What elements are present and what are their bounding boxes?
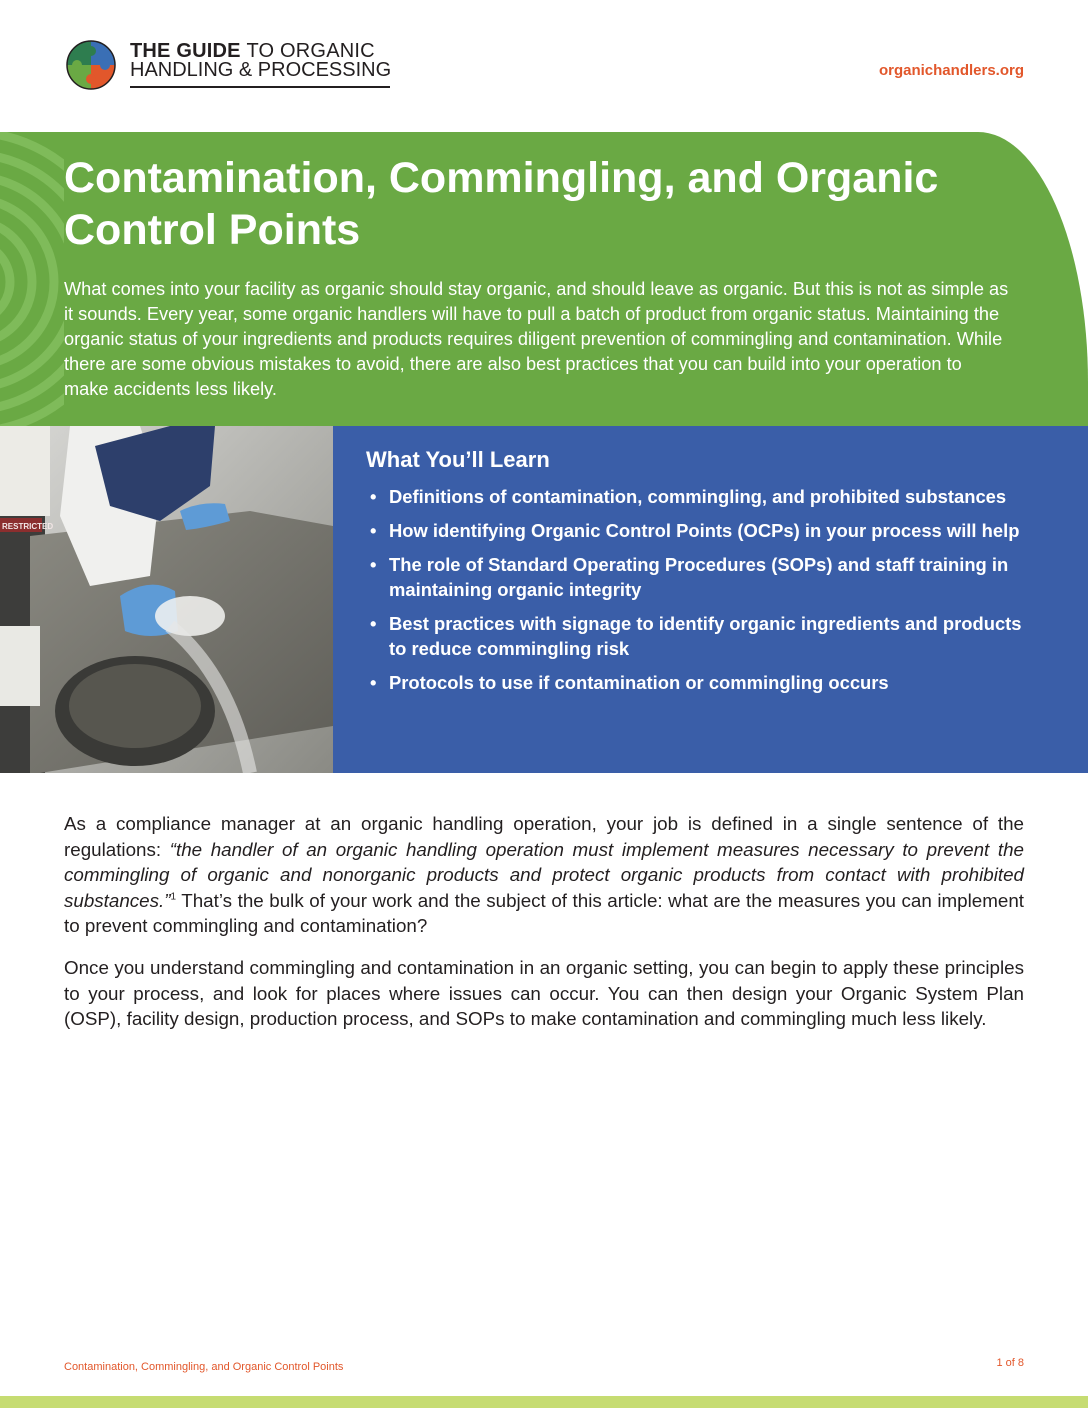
page-number: 1 of 8 <box>996 1357 1024 1369</box>
page-title: Contamination, Commingling, and Organic Control Points <box>64 154 939 254</box>
logo-bold-text: THE GUIDE <box>130 40 241 62</box>
intro-paragraph: What comes into your facility as organic should stay organic, and should leave as organic. But this is not as simple as it sounds. Every year, some organic handlers will have to pull a batch of product from organic status. Maintaining the organic status of your ingredients and products requires diligent prevention of commingling and contamination. While there are some obvious mistakes to avoid, there are also best practices that you can build into your operation to make accidents less likely. <box>64 279 1009 399</box>
logo-wordmark <box>130 42 391 80</box>
footnote-ref[interactable]: 1 <box>170 891 177 903</box>
learning-objectives-list <box>366 484 1026 704</box>
logo <box>64 38 394 94</box>
logo-light-text: TO ORGANIC <box>246 40 375 62</box>
puzzle-logo-icon <box>64 38 118 92</box>
restricted-sign-text: RESTRICTED <box>2 522 54 531</box>
p1-end: That’s the bulk of your work and the subject of this article: what are the measures you can implement to prevent commingling and contamination? <box>64 889 1024 936</box>
concentric-arcs-decoration <box>0 132 64 426</box>
learn-heading: What You’ll Learn <box>366 447 550 472</box>
list-item: • How identifying Organic Control Points (OCPs) in your process will help <box>366 518 1026 543</box>
logo-line-2: HANDLING & PROCESSING <box>130 59 392 81</box>
body-paragraph-2: Once you understand commingling and contamination in an organic setting, you can begin to apply these principles to your process, and look for places where issues can occur. You can then design your Organic System Plan (OSP), facility design, production process, and SOPs to make contamination and commingling much less likely. <box>64 957 1024 1029</box>
footer-title: Contamination, Commingling, and Organic Control Points <box>64 1361 344 1373</box>
regulation-quote: “the handler of an organic handling operation must implement measures necessary to prevent the commingling of organic and nonorganic products and protect organic products from contact with prohibited substances. <box>64 838 1024 911</box>
worker-cleaning-equipment-photo <box>0 426 333 773</box>
logo-underline <box>130 86 390 88</box>
quote-end: ” <box>164 889 171 911</box>
p1-start: As a compliance manager at an organic handling operation, your job is defined in a single sentence of the regulations: <box>64 813 1024 860</box>
list-item: • Best practices with signage to identify organic ingredients and products to reduce commingling risk <box>366 611 1026 661</box>
body-paragraph-1 <box>64 811 1024 939</box>
footer-bar <box>0 1396 1088 1408</box>
list-item: • Definitions of contamination, commingling, and prohibited substances <box>366 484 1026 509</box>
site-url-link[interactable]: organichandlers.org <box>878 62 1024 79</box>
list-item: • Protocols to use if contamination or commingling occurs <box>366 670 1026 695</box>
list-item: • The role of Standard Operating Procedures (SOPs) and staff training in maintaining organic integrity <box>366 552 1026 602</box>
